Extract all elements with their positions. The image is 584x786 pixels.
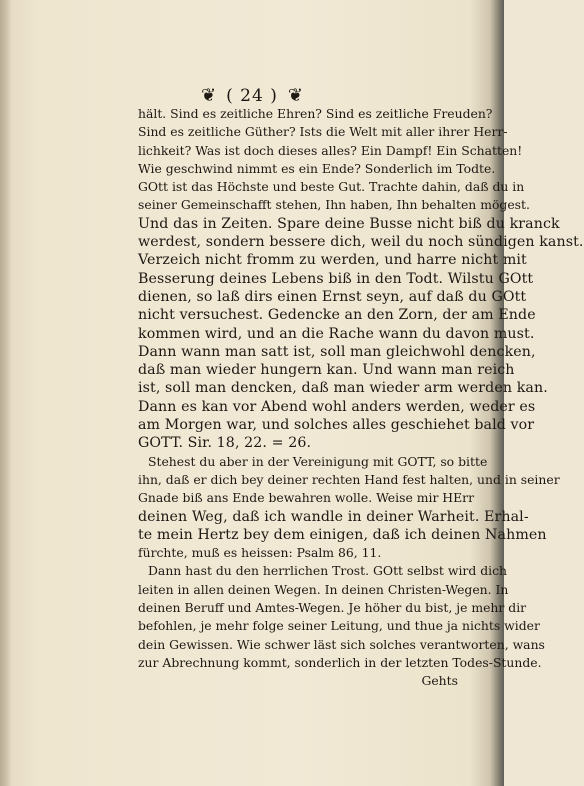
text-line: Sind es zeitliche Güther? Ists die Welt mit aller ihrer Herr- [138,124,508,140]
text-line: hält. Sind es zeitliche Ehren? Sind es zeitliche Freuden? [138,106,493,121]
text-line: dienen, so laß dirs einen Ernst seyn, auf daß du GOtt [138,288,527,305]
text-line: GOtt ist das Höchste und beste Gut. Trachte dahin, daß du in [138,179,525,195]
catchword: Gehts [421,673,458,689]
page-header [0,85,504,106]
gutter-shadow [0,0,12,786]
text-line: lichkeit? Was ist doch dieses alles? Ein Dampf! Ein Schatten! [138,142,523,158]
text-line: daß man wieder hungern kan. Und wann man reich [138,362,515,379]
text-line: Gnade biß ans Ende bewahren wolle. Weise mir HErr [138,490,475,506]
text-line: leiten in allen deinen Wegen. In deinen Christen-Wegen. In [138,581,509,597]
text-line: werdest, sondern bessere dich, weil du noch sündigen kanst. [138,234,584,251]
text-line: Dann hast du den herrlichen Trost. GOtt selbst wird dich [148,563,508,579]
text-line: Verzeich nicht fromm zu werden, und harre nicht mit [138,252,527,269]
right-ornament-icon: ❦ [287,85,303,106]
text-line: dein Gewissen. Wie schwer läst sich solches verantworten, wans [138,636,545,652]
text-line: seiner Gemeinschafft stehen, Ihn haben, Ihn behalten mögest. [138,197,530,213]
text-line: Dann wann man satt ist, soll man gleichwohl dencken, [138,343,536,360]
body-text [138,105,584,691]
text-line: fürchte, muß es heissen: Psalm 86, 11. [138,545,382,561]
text-line: deinen Weg, daß ich wandle in deiner Warheit. Erhal- [138,508,529,525]
text-line: Wie geschwind nimmt es ein Ende? Sonderlich im Todte. [138,160,496,176]
text-line: zur Abrechnung kommt, sonderlich in der letzten Todes-Stunde. [138,654,542,670]
text-line: Und das in Zeiten. Spare deine Busse nicht biß du kranck [138,215,560,232]
text-line: nicht versuchest. Gedencke an den Zorn, der am Ende [138,307,536,324]
text-line: ihn, daß er dich bey deiner rechten Hand fest halten, und in seiner [138,471,560,487]
text-line: ist, soll man dencken, daß man wieder arm werden kan. [138,380,548,397]
left-ornament-icon: ❦ [201,85,217,106]
text-line: deinen Beruff und Amtes-Wegen. Je höher du bist, je mehr dir [138,600,527,616]
text-line: kommen wird, und an die Rache wann du davon must. [138,325,535,342]
text-line: Dann es kan vor Abend wohl anders werden, weder es [138,398,536,415]
text-line: Stehest du aber in der Vereinigung mit GOTT, so bitte [148,453,488,469]
text-line: te mein Hertz bey dem einigen, daß ich deinen Nahmen [138,526,547,543]
text-line: Besserung deines Lebens biß in den Todt. Wilstu GOtt [138,270,534,287]
page-number: ( 24 ) [226,85,278,106]
text-line: GOTT. Sir. 18, 22. = 26. [138,435,312,452]
text-line: befohlen, je mehr folge seiner Leitung, und thue ja nichts wider [138,618,540,634]
text-line: am Morgen war, und solches alles geschiehet bald vor [138,417,535,434]
